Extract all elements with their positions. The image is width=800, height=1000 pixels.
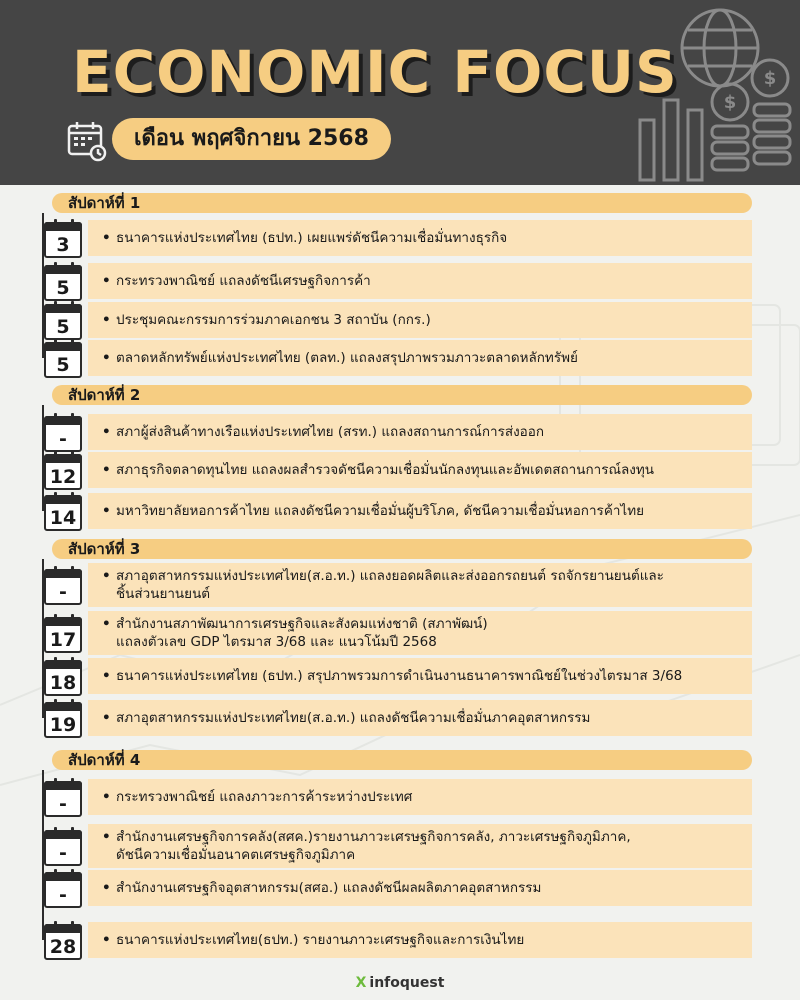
event-item: [88, 870, 752, 906]
event-item: [88, 824, 752, 868]
event-day: -: [59, 842, 67, 864]
calendar-ring: [54, 869, 57, 877]
footer-brand: [0, 975, 800, 991]
event-day: -: [59, 581, 67, 603]
event-day: -: [59, 428, 67, 450]
event-day: 5: [56, 354, 70, 376]
calendar-ring: [71, 566, 74, 574]
calendar-ring: [71, 219, 74, 227]
event-item: [88, 611, 752, 655]
calendar-ring: [54, 301, 57, 309]
event-item: [88, 779, 752, 815]
calendar-day-icon: [44, 569, 82, 605]
event-text: • กระทรวงพาณิชย์ แถลงภาวะการค้าระหว่างประเทศ: [102, 788, 412, 806]
calendar-ring: [71, 413, 74, 421]
event-item: [88, 658, 752, 694]
infoquest-logo-icon: X: [355, 975, 367, 991]
calendar-day-icon: [44, 222, 82, 258]
event-text: • ธนาคารแห่งประเทศไทย (ธปท.) สรุปภาพรวมการดำเนินงานธนาคารพาณิชย์ในช่วงไตรมาส 3/68: [102, 667, 682, 685]
calendar-ring: [71, 614, 74, 622]
calendar-day-icon: [44, 924, 82, 960]
event-item: [88, 452, 752, 488]
event-text: • กระทรวงพาณิชย์ แถลงดัชนีเศรษฐกิจการค้า: [102, 272, 371, 290]
page-title: ECONOMIC FOCUS: [72, 38, 678, 106]
event-item: [88, 922, 752, 958]
calendar-ring: [71, 778, 74, 786]
calendar-ring: [54, 614, 57, 622]
calendar-ring: [54, 921, 57, 929]
event-day: -: [59, 884, 67, 906]
calendar-ring: [71, 921, 74, 929]
event-text: • สภาอุตสาหกรรมแห่งประเทศไทย(ส.อ.ท.) แถลงยอดผลิตและส่งออกรถยนต์ รถจักรยานยนต์และ ชิ้นส่วนยานยนต์: [102, 567, 664, 603]
event-text: • สำนักงานสภาพัฒนาการเศรษฐกิจและสังคมแห่งชาติ (สภาพัฒน์) แถลงตัวเลข GDP ไตรมาส 3/68 และ แนวโน้มปี 2568: [102, 615, 488, 651]
event-text: • สภาอุตสาหกรรมแห่งประเทศไทย(ส.อ.ท.) แถลงดัชนีความเชื่อมั่นภาคอุตสาหกรรม: [102, 709, 590, 727]
event-day: 14: [49, 507, 77, 529]
calendar-ring: [54, 699, 57, 707]
calendar-day-icon: [44, 416, 82, 452]
calendar-day-icon: [44, 781, 82, 817]
calendar-ring: [54, 262, 57, 270]
calendar-ring: [54, 778, 57, 786]
calendar-ring: [71, 657, 74, 665]
calendar-ring: [71, 869, 74, 877]
week-header-bar: [52, 385, 752, 405]
event-item: [88, 302, 752, 338]
calendar-day-icon: [44, 454, 82, 490]
event-item: [88, 563, 752, 607]
calendar-ring: [54, 339, 57, 347]
calendar-ring: [71, 339, 74, 347]
week-header-bar: [52, 539, 752, 559]
event-item: [88, 493, 752, 529]
event-item: [88, 340, 752, 376]
calendar-day-icon: [44, 660, 82, 696]
week-label: สัปดาห์ที่ 4: [68, 751, 141, 769]
event-text: • สำนักงานเศรษฐกิจอุตสาหกรรม(สศอ.) แถลงดัชนีผลผลิตภาคอุตสาหกรรม: [102, 879, 541, 897]
event-day: 3: [56, 234, 70, 256]
calendar-ring: [54, 451, 57, 459]
week-header-bar: [52, 750, 752, 770]
calendar-ring: [54, 827, 57, 835]
event-text: • ประชุมคณะกรรมการร่วมภาคเอกชน 3 สถาบัน (กกร.): [102, 311, 431, 329]
svg-text:$: $: [763, 68, 777, 89]
event-item: [88, 220, 752, 256]
event-day: -: [59, 793, 67, 815]
week-label: สัปดาห์ที่ 1: [68, 194, 141, 212]
svg-text:$: $: [723, 92, 737, 113]
calendar-day-icon: [44, 830, 82, 866]
calendar-day-icon: [44, 495, 82, 531]
week-header-bar: [52, 193, 752, 213]
brand-name: infoquest: [369, 975, 445, 991]
calendar-ring: [54, 413, 57, 421]
event-day: 12: [49, 466, 77, 488]
month-label: เดือน พฤศจิกายน 2568: [112, 118, 391, 160]
calendar-day-icon: [44, 872, 82, 908]
event-text: • ธนาคารแห่งประเทศไทย(ธปท.) รายงานภาวะเศรษฐกิจและการเงินไทย: [102, 931, 524, 949]
calendar-day-icon: [44, 265, 82, 301]
event-day: 28: [49, 936, 77, 958]
event-text: • มหาวิทยาลัยหอการค้าไทย แถลงดัชนีความเชื่อมั่นผู้บริโภค, ดัชนีความเชื่อมั่นหอการค้าไทย: [102, 502, 644, 520]
event-text: • ธนาคารแห่งประเทศไทย (ธปท.) เผยแพร่ดัชนีความเชื่อมั่นทางธุรกิจ: [102, 229, 507, 247]
calendar-ring: [71, 451, 74, 459]
calendar-ring: [54, 566, 57, 574]
calendar-ring: [54, 492, 57, 500]
event-text: • สภาผู้ส่งสินค้าทางเรือแห่งประเทศไทย (สรท.) แถลงสถานการณ์การส่งออก: [102, 423, 544, 441]
calendar-day-icon: [44, 304, 82, 340]
event-day: 19: [49, 714, 77, 736]
event-day: 5: [56, 316, 70, 338]
event-day: 5: [56, 277, 70, 299]
week-label: สัปดาห์ที่ 3: [68, 540, 141, 558]
calendar-ring: [71, 827, 74, 835]
event-day: 17: [49, 629, 77, 651]
event-day: 18: [49, 672, 77, 694]
event-item: [88, 414, 752, 450]
event-text: • ตลาดหลักทรัพย์แห่งประเทศไทย (ตลท.) แถลงสรุปภาพรวมภาวะตลาดหลักทรัพย์: [102, 349, 578, 367]
calendar-day-icon: [44, 702, 82, 738]
calendar-ring: [71, 699, 74, 707]
calendar-ring: [71, 262, 74, 270]
week-label: สัปดาห์ที่ 2: [68, 386, 141, 404]
event-item: [88, 263, 752, 299]
calendar-ring: [54, 219, 57, 227]
calendar-ring: [54, 657, 57, 665]
event-text: • สภาธุรกิจตลาดทุนไทย แถลงผลสำรวจดัชนีความเชื่อมั่นนักลงทุนและอัพเดตสถานการณ์ลงทุน: [102, 461, 654, 479]
event-text: • สำนักงานเศรษฐกิจการคลัง(สศค.)รายงานภาวะเศรษฐกิจการคลัง, ภาวะเศรษฐกิจภูมิภาค, ดัชนีความเชื่อมั่นอนาคตเศรษฐกิจภูมิภาค: [102, 828, 631, 864]
calendar-day-icon: [44, 342, 82, 378]
calendar-ring: [71, 492, 74, 500]
event-item: [88, 700, 752, 736]
calendar-ring: [71, 301, 74, 309]
calendar-day-icon: [44, 617, 82, 653]
